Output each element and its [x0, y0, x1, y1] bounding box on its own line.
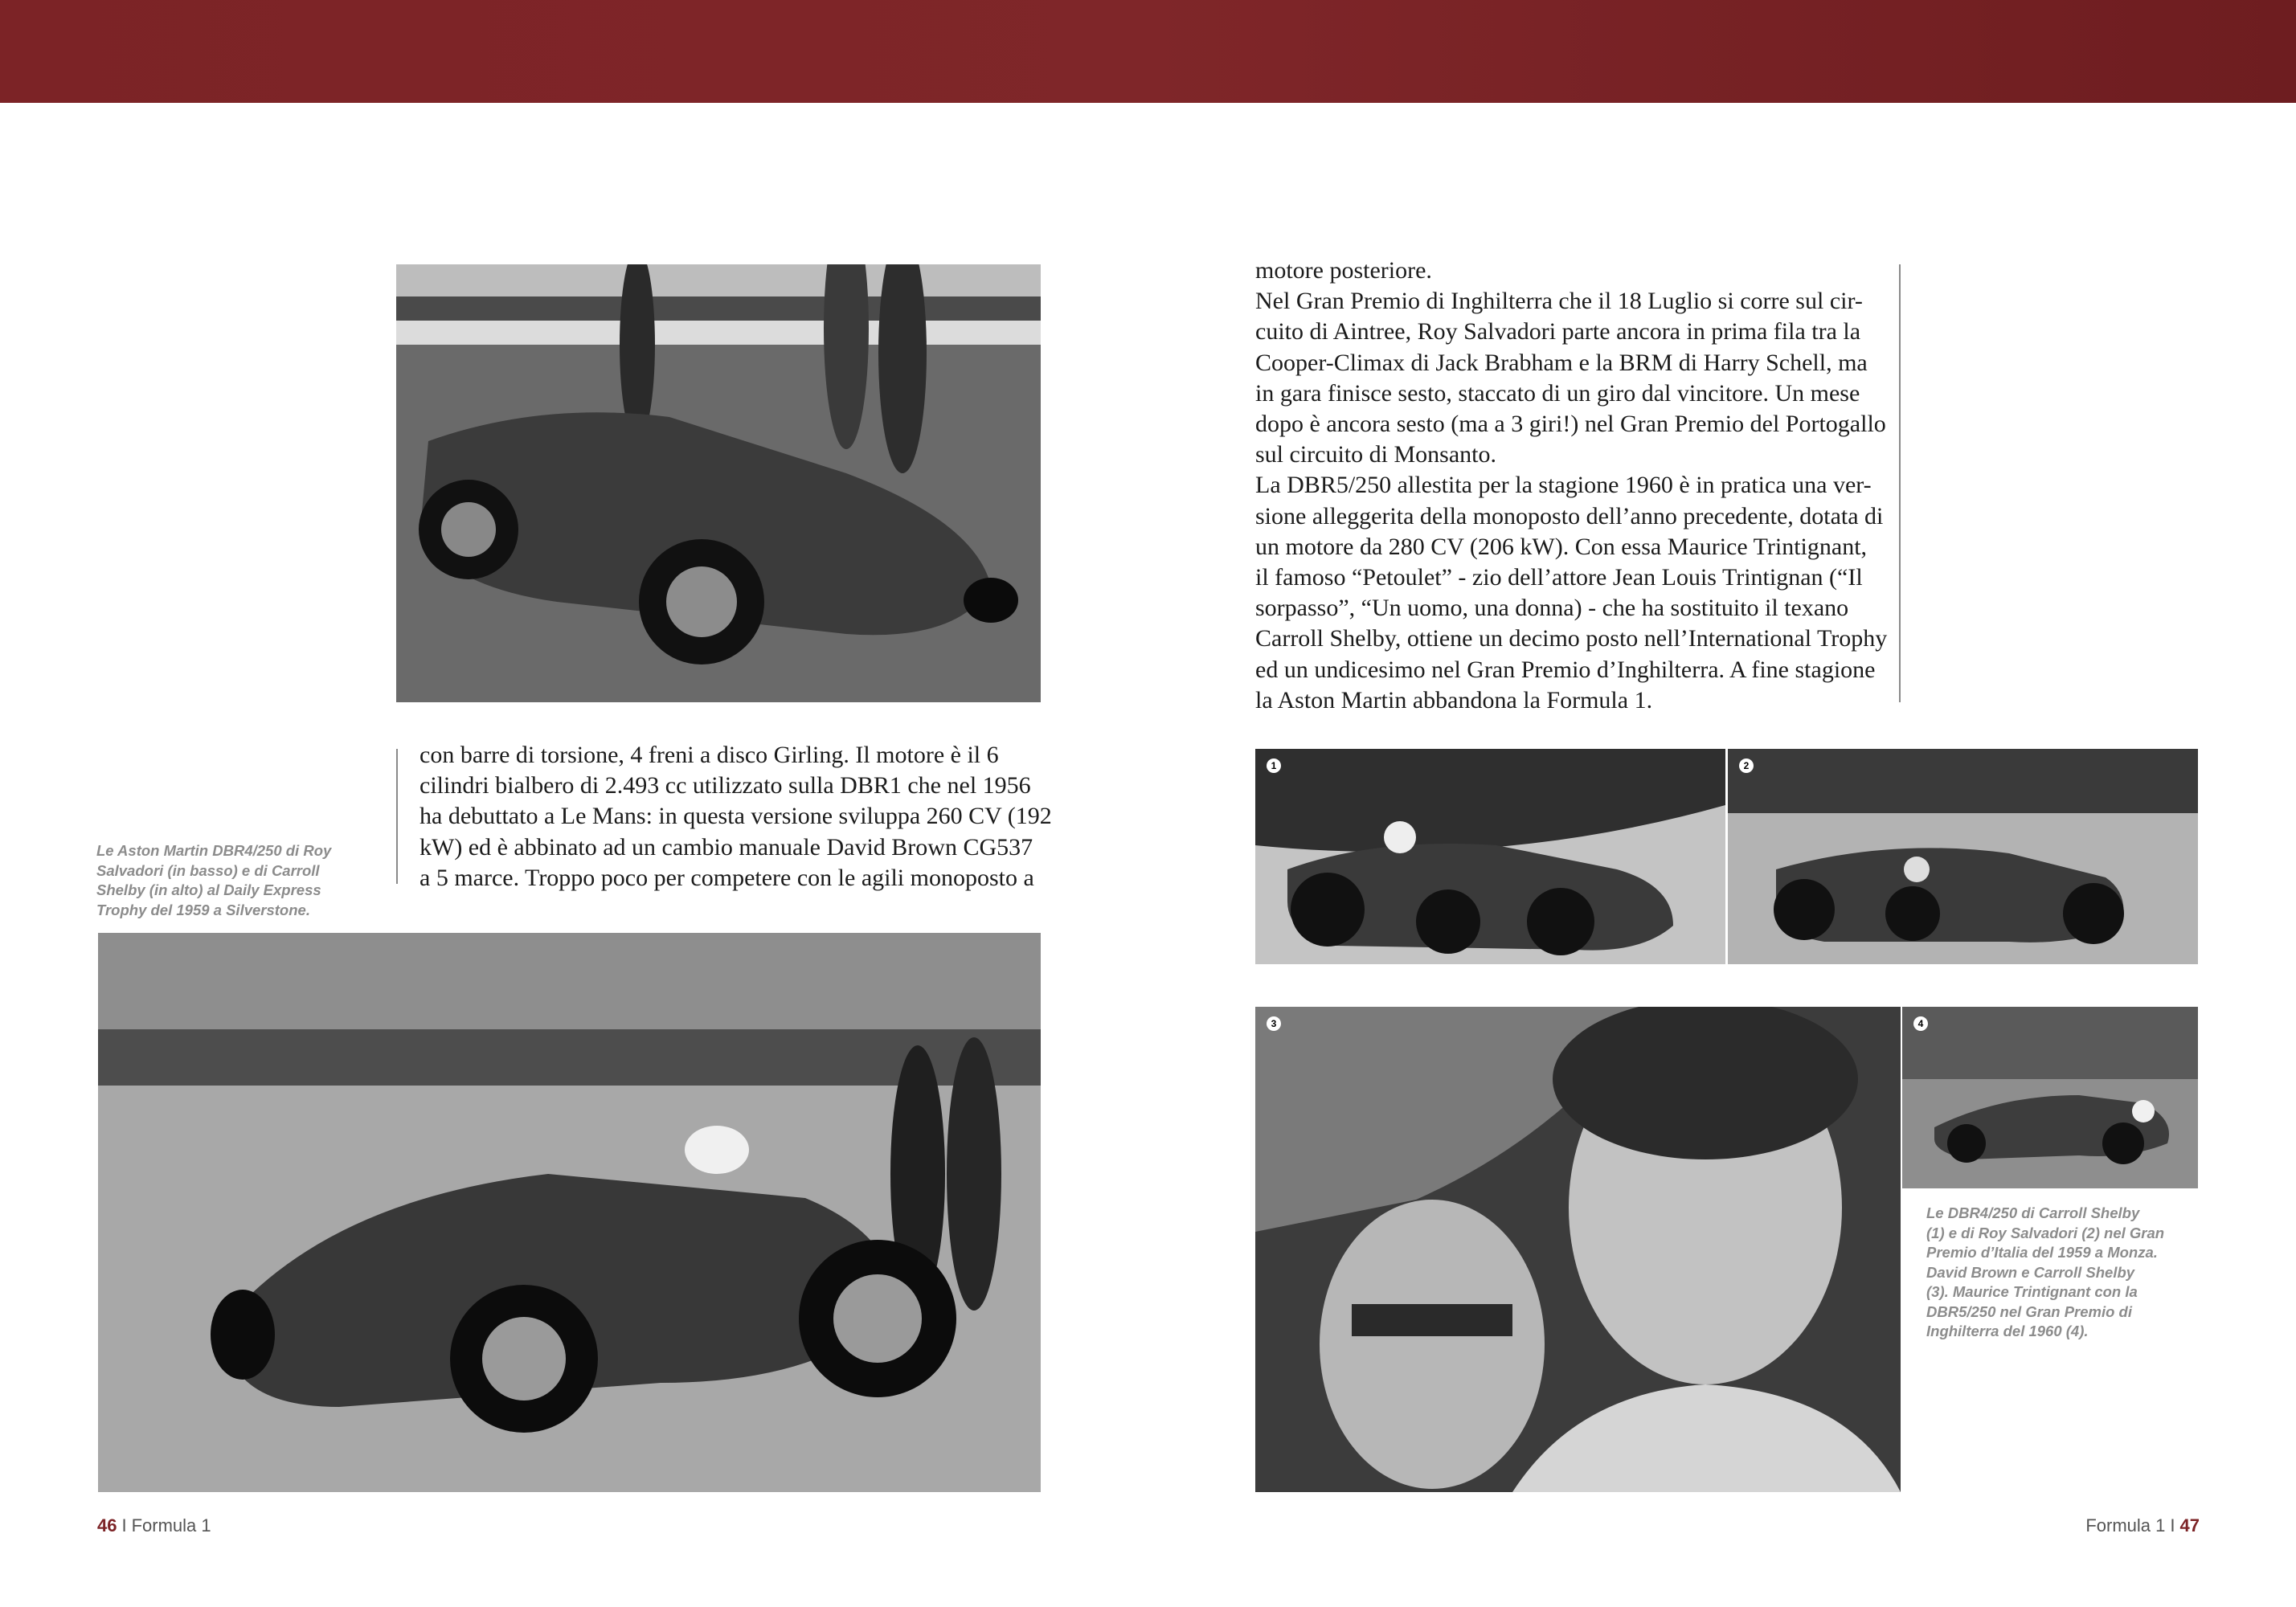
- right-folio: [2085, 1515, 2200, 1536]
- photo-1-number: 1: [1267, 759, 1281, 773]
- photo-3-number: 3: [1267, 1016, 1281, 1031]
- left-page-number: 46: [97, 1515, 117, 1535]
- left-folio: [97, 1515, 211, 1536]
- right-body-text: motore posteriore. Nel Gran Premio di Inghilterra che il 18 Luglio si corre sul cir- cuito di Aintree, Roy Salvadori parte ancora in prima fila tra la Cooper-Climax di Jack Brabham e la BRM di Harry Schell, ma in gara finisce sesto, staccato di un giro dal vincitore. Un mese dopo è ancora sesto (ma a 3 giri!) nel Gran Premio del Portogallo sul circuito di Monsanto. La DBR5/250 allestita per la stagione 1960 è in pratica una ver- sione alleggerita della monoposto dell’anno precedente, dotata di un motore da 280 CV (206 kW). Con essa Maurice Trintignant, il famoso “Petoulet” - zio dell’attore Jean Louis Trintignan (“Il sorpasso”, “Un uomo, una donna) - che ha sostituito il texano Carroll Shelby, ottiene un decimo posto nell’International Trophy ed un undicesimo nel Gran Premio d’Inghilterra. A fine stagione la Aston Martin abbandona la Formula 1.: [1255, 257, 1888, 714]
- left-caption: Le Aston Martin DBR4/250 di Roy Salvadori (in basso) e di Carroll Shelby (in alto) al Daily Express Trophy del 1959 a Silverstone.: [96, 842, 332, 918]
- photo-3-brown-shelby-portrait: [1255, 1007, 1901, 1492]
- photo-silverstone-grid: [396, 264, 1041, 702]
- right-folio-separator: I: [2170, 1515, 2175, 1535]
- right-page-number: 47: [2179, 1515, 2200, 1535]
- left-body-text: con barre di torsione, 4 freni a disco Girling. Il motore è il 6 cilindri bialbero di 2.493 cc utilizzato sulla DBR1 che nel 1956 ha debuttato a Le Mans: in questa versione sviluppa 260 CV (192 kW) ed è abbinato ad un cambio manuale David Brown CG537 a 5 marce. Troppo poco per competere con le agili monoposto a: [420, 742, 1052, 891]
- photo-2-number: 2: [1739, 759, 1754, 773]
- header-bar: [0, 0, 2296, 103]
- left-text-rule: [396, 749, 398, 884]
- right-folio-section: Formula 1: [2085, 1515, 2166, 1535]
- photo-4-trintignant: [1902, 1007, 2198, 1188]
- photo-salvadori-racing: [98, 933, 1041, 1492]
- photo-1-shelby-monza: [1255, 749, 1725, 964]
- right-caption: Le DBR4/250 di Carroll Shelby (1) e di Roy Salvadori (2) nel Gran Premio d’Italia del 1959 a Monza. David Brown e Carroll Shelby (3). Maurice Trintignant con la DBR5/250 nel Gran Premio di Inghilterra del 1960 (4).: [1926, 1204, 2165, 1339]
- photo-4-number: 4: [1913, 1016, 1928, 1031]
- left-folio-separator: I: [121, 1515, 127, 1535]
- right-text-rule: [1899, 264, 1901, 702]
- photo-2-salvadori-monza: [1728, 749, 2198, 964]
- left-folio-section: Formula 1: [131, 1515, 211, 1535]
